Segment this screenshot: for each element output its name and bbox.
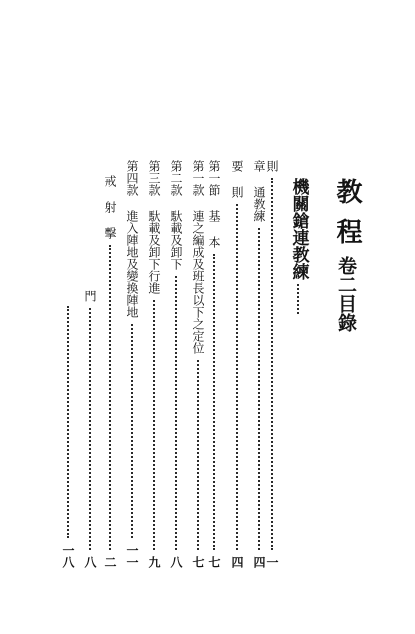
leader-dots: [297, 284, 299, 314]
entry-page: 一八: [61, 544, 75, 568]
entry-page: 四: [252, 556, 266, 568]
toc-entry-9: [102, 175, 118, 568]
book-title: 教程: [332, 178, 362, 258]
leader-dots: [153, 300, 155, 550]
leader-dots: [236, 204, 238, 550]
leader-dots: [89, 308, 91, 550]
toc-entry-6: [168, 160, 184, 568]
toc-entry-4: [206, 160, 222, 568]
entry-label: 門: [83, 290, 97, 302]
entry-label: 第四款 進入陣地及變換陣地: [125, 160, 139, 318]
entry-page: 七: [207, 556, 221, 568]
entry-label: 章 通教練: [252, 160, 266, 222]
entry-label: 戒 射 擊: [103, 175, 117, 239]
entry-label: 第三款 馱載及卸下行進: [147, 160, 161, 294]
leader-dots: [213, 254, 215, 550]
entry-label: 第二款 馱載及卸下: [169, 160, 183, 270]
section-heading: [284, 178, 312, 358]
volume-title: 卷二目錄: [335, 256, 357, 332]
leader-dots: [197, 360, 199, 550]
entry-page: 七: [191, 556, 205, 568]
entry-page: 九: [147, 556, 161, 568]
toc-entry-8: [124, 160, 140, 568]
entry-page: 四: [230, 556, 244, 568]
leader-dots: [175, 276, 177, 550]
entry-label: 第一款 連之編成及班長以下之定位: [191, 160, 205, 354]
leader-dots: [67, 306, 69, 538]
entry-page: 八: [169, 556, 183, 568]
entry-page: 二: [103, 556, 117, 568]
entry-label: 要 則: [230, 160, 244, 198]
entry-page: 八: [83, 556, 97, 568]
toc-entry-2: [251, 160, 267, 568]
entry-page: 一一: [125, 544, 139, 568]
entry-label: 第一節 基 本: [207, 160, 221, 248]
leader-dots: [131, 324, 133, 538]
toc-entry-10: [82, 290, 98, 568]
leader-dots: [258, 228, 260, 550]
leader-dots: [271, 178, 273, 550]
toc-entry-5: [190, 160, 206, 568]
entry-page: 一: [265, 556, 279, 568]
toc-entry-11: [60, 300, 76, 568]
entry-label: 則: [265, 160, 279, 172]
toc-entry-3: [229, 160, 245, 568]
toc-entry-7: [146, 160, 162, 568]
leader-dots: [109, 245, 111, 550]
section-heading-text: 機關鎗連教練: [288, 178, 309, 280]
